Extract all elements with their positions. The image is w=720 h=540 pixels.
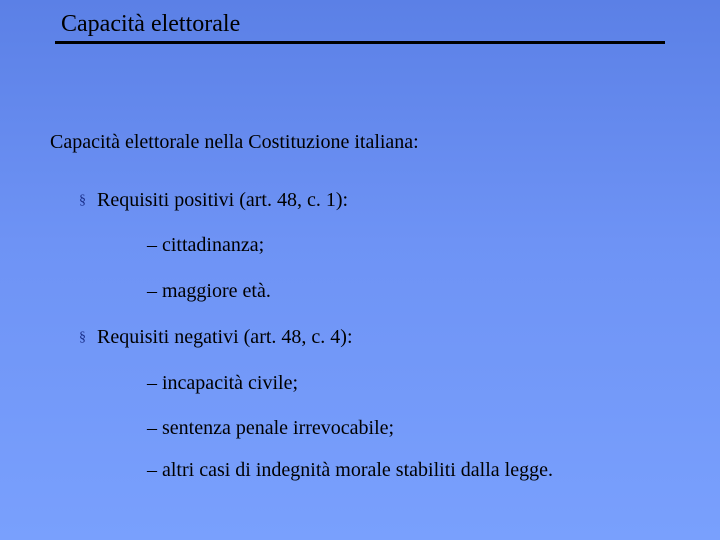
section-heading: Requisiti positivi (art. 48, c. 1): [97, 189, 349, 211]
section-bullet-icon: § [79, 193, 86, 208]
section-negative-requirements [79, 324, 353, 351]
list-item: – sentenza penale irrevocabile; [147, 417, 395, 439]
list-item: – altri casi di indegnità morale stabiliti dalla legge. [147, 459, 553, 481]
list-item: – incapacità civile; [147, 372, 299, 394]
section-bullet-icon: § [79, 330, 86, 345]
list-item: – cittadinanza; [147, 234, 265, 256]
section-positive-requirements [79, 187, 348, 214]
list-item: – maggiore età. [147, 280, 271, 302]
section-heading: Requisiti negativi (art. 48, c. 4): [97, 326, 353, 348]
title-underline [55, 41, 665, 44]
slide-title: Capacità elettorale [61, 11, 241, 37]
intro-heading: Capacità elettorale nella Costituzione italiana: [50, 131, 419, 153]
